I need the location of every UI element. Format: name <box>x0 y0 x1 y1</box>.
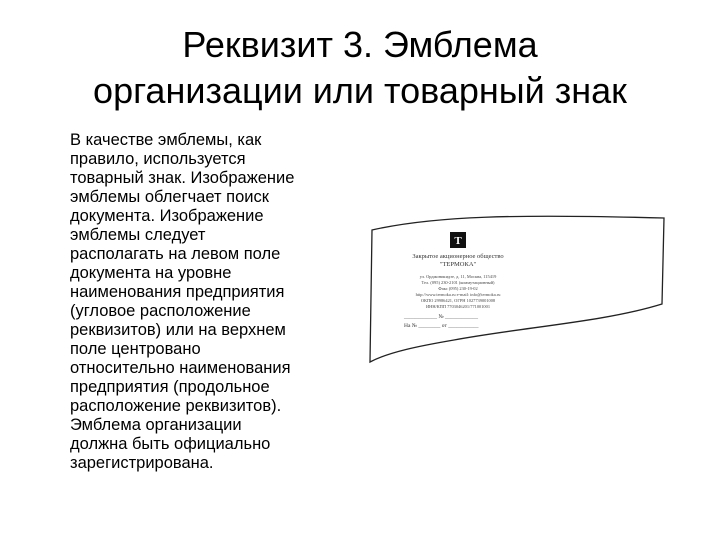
number-line: ____________ № ____________ <box>404 314 478 320</box>
document-sample-image <box>364 212 674 372</box>
address-line: http://www.termoka.ru e-mail: info@termoka.ru <box>415 292 501 297</box>
body-text-line: относительно наименования <box>70 359 291 377</box>
logo-letter: Т <box>454 235 462 247</box>
address-line: ОКПО 29986421, ОГРН 1027739001008 <box>420 298 496 303</box>
address-line: ИНН/КПП 7703046201/771001001 <box>425 304 491 309</box>
body-text-line: поле центровано <box>70 340 201 358</box>
body-text-line: правило, используется <box>70 150 246 168</box>
body-text-line: расположение реквизитов). <box>70 397 282 415</box>
org-type: Закрытое акционерное общество <box>412 253 504 260</box>
document-sample <box>364 212 674 377</box>
address-block <box>416 274 502 309</box>
body-text-line: В качестве эмблемы, как <box>70 131 262 149</box>
body-text-line: документа. Изображение <box>70 207 264 225</box>
address-line: Факс (095) 230-19-02 <box>438 286 478 291</box>
body-text-line: должна быть официально <box>70 435 271 453</box>
body-text-line: Эмблема организации <box>70 416 242 434</box>
body-text-line: эмблемы облегчает поиск <box>70 188 269 206</box>
body-text-line: наименования предприятия <box>70 283 285 301</box>
address-line: Тел. (095) 230-2101 (коммутационный) <box>421 280 495 285</box>
slide-title-line-2: организации или товарный знак <box>93 70 627 111</box>
body-text-line: эмблемы следует <box>70 226 206 244</box>
body-text <box>70 131 348 473</box>
slide-title <box>40 22 680 114</box>
body-text-line: реквизитов) или на верхнем <box>70 321 286 339</box>
body-text-line: располагать на левом поле <box>70 245 281 263</box>
document-sheet <box>370 216 664 362</box>
org-name: "ТЕРМОКА" <box>439 261 477 268</box>
body-text-line: документа на уровне <box>70 264 232 282</box>
reference-line: На № ________ от ___________ <box>404 323 479 329</box>
address-line: ул. Орджоникидзе, д. 11, Москва, 115419 <box>419 274 497 279</box>
body-text-line: (угловое расположение <box>70 302 251 320</box>
body-text-line: товарный знак. Изображение <box>70 169 295 187</box>
slide-title-line-1: Реквизит 3. Эмблема <box>182 24 538 65</box>
body-text-line: зарегистрирована. <box>70 454 214 472</box>
body-text-line: предприятия (продольное <box>70 378 270 396</box>
